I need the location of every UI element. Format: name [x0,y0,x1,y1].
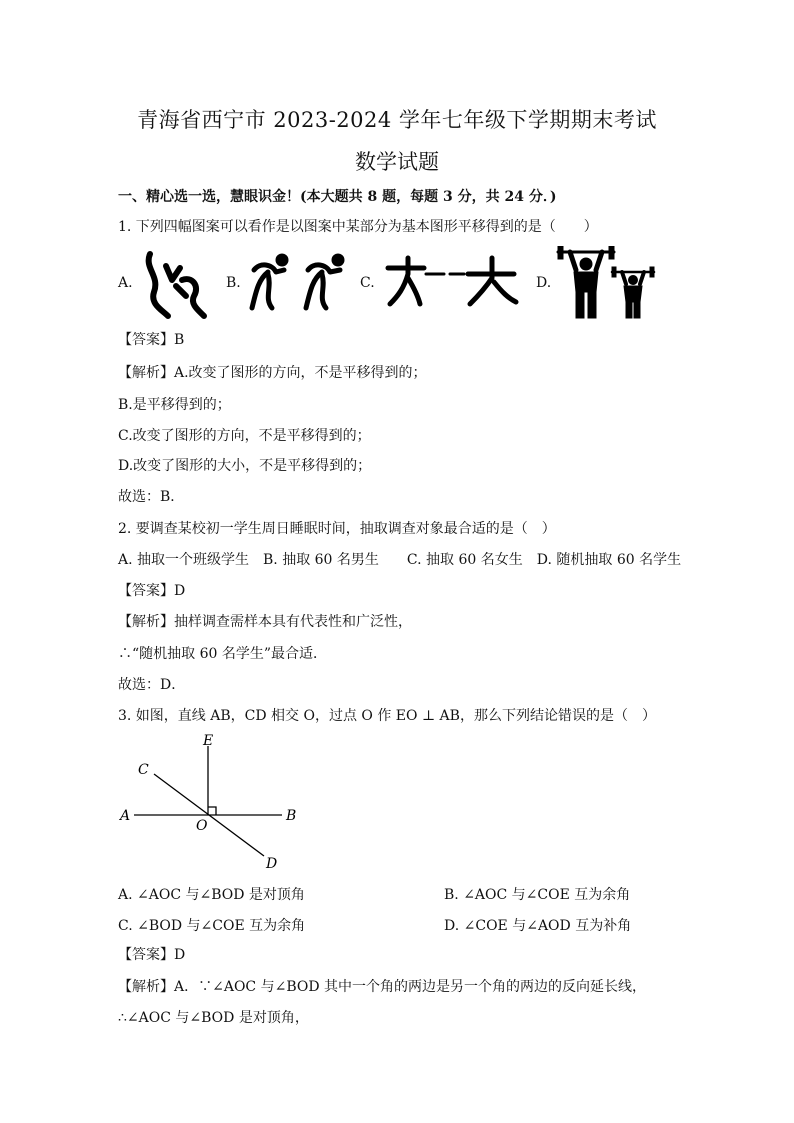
label-o: O [196,818,208,834]
q1-figure-b [246,252,356,312]
q1-figure-c [384,254,520,310]
q3-stem: 3. 如图，直线 AB，CD 相交 O，过点 O 作 EO ⊥ AB，那么下列结论错误的是（ ） [118,708,656,724]
q1-explanation-1: 【解析】A.改变了图形的方向，不是平移得到的； [118,365,427,381]
exam-subtitle: 数学试题 [355,150,439,174]
label-c: C [138,762,149,778]
q3-option-d: D. ∠COE 与∠AOD 互为补角 [444,918,632,934]
q3-option-b: B. ∠AOC 与∠COE 互为余角 [444,887,631,903]
label-b: B [286,808,297,824]
q2-explanation-2: ∴“随机抽取 60 名学生”最合适． [118,646,328,662]
q2-options: A. 抽取一个班级学生 B. 抽取 60 名男生 C. 抽取 60 名女生 D. 随机抽取 60 名学生 [118,552,682,568]
label-d: D [266,856,278,872]
section-heading: 一、精心选一选，慧眼识金！(本大题共 8 题，每题 3 分，共 24 分．) [118,189,557,205]
q1-option-a-label: A. [118,275,133,291]
q1-option-b-label: B. [226,275,241,291]
q1-explanation-5: 故选：B． [118,489,185,505]
q1-stem: 1. 下列四幅图案可以看作是以图案中某部分为基本图形平移得到的是（ ） [118,219,598,235]
q2-explanation-3: 故选：D． [118,677,186,693]
q1-explanation-4: D.改变了图形的大小，不是平移得到的； [118,458,372,474]
q1-answer: 【答案】B [118,332,185,348]
q1-option-c-label: C. [360,275,375,291]
q1-explanation-2: B.是平移得到的； [118,397,231,413]
q3-answer: 【答案】D [118,947,186,963]
q3-option-c: C. ∠BOD 与∠COE 互为余角 [118,918,306,934]
exam-title: 青海省西宁市 2023-2024 学年七年级下学期期末考试 [137,108,657,132]
q2-stem: 2. 要调查某校初一学生周日睡眠时间，抽取调查对象最合适的是（ ） [118,521,556,537]
q2-explanation-1: 【解析】抽样调查需样本具有代表性和广泛性， [118,614,412,630]
q2-answer: 【答案】D [118,583,186,599]
q3-geometry-figure [116,730,306,875]
q3-explanation-2: ∴∠AOC 与∠BOD 是对顶角， [118,1010,309,1026]
q1-figure-a [142,246,212,321]
q1-figure-d [556,246,656,322]
q1-option-d-label: D. [536,275,552,291]
q3-option-a: A. ∠AOC 与∠BOD 是对顶角 [118,887,305,903]
q1-explanation-3: C.改变了图形的方向，不是平移得到的； [118,428,371,444]
label-a: A [120,808,131,824]
q3-explanation-1: 【解析】A．∵∠AOC 与∠BOD 其中一个角的两边是另一个角的两边的反向延长线， [118,979,647,995]
label-e: E [203,733,214,749]
